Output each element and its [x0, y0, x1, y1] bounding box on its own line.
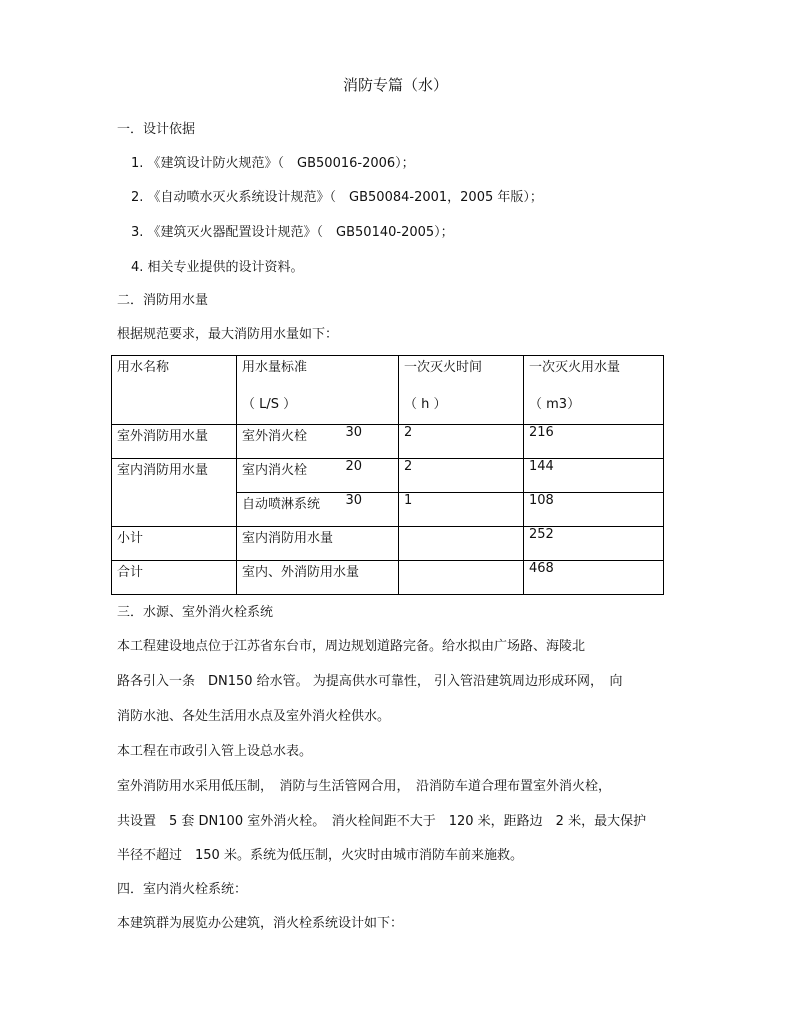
table-cell: 室内消防用水量 — [237, 527, 399, 561]
section-3-heading: 三．水源、室外消火栓系统 — [117, 605, 274, 620]
section-4-heading: 四．室内消火栓系统： — [117, 882, 248, 897]
water-demand-table — [111, 355, 664, 595]
table-cell — [399, 527, 524, 561]
table-cell: 2 — [399, 459, 524, 493]
header-cell: 用水量标准 （ L/S ） — [237, 356, 399, 425]
table-cell: 室外消防用水量 — [112, 425, 237, 459]
table-cell: 252 — [524, 527, 664, 561]
table-cell: 室内消防用水量 — [112, 459, 237, 527]
table-cell: 216 — [524, 425, 664, 459]
table-cell: 室外消火栓 30 — [237, 425, 399, 459]
table-row — [112, 425, 664, 459]
table-row — [112, 527, 664, 561]
section-2-intro: 根据规范要求，最大消防用水量如下： — [117, 327, 339, 342]
table-cell: 144 — [524, 459, 664, 493]
table-cell: 108 — [524, 493, 664, 527]
table-row — [112, 459, 664, 493]
table-cell: 2 — [399, 425, 524, 459]
paragraph-line: 消防水池、各处生活用水点及室外消火栓供水。 — [117, 709, 391, 724]
paragraph-line: 半径不超过 150 米。系统为低压制，火灾时由城市消防车前来施救。 — [117, 848, 523, 863]
paragraph-line: 室外消防用水采用低压制， 消防与生活管网合用， 沿消防车道合理布置室外消火栓， — [117, 779, 612, 794]
reference-item: 2. 《自动喷水灭火系统设计规范》（ GB50084-2001，2005 年版）； — [131, 190, 543, 205]
section-4-intro: 本建筑群为展览办公建筑，消火栓系统设计如下： — [117, 916, 404, 931]
reference-item: 1. 《建筑设计防火规范》（ GB50016-2006）； — [131, 156, 415, 171]
table-cell: 468 — [524, 561, 664, 595]
paragraph-line: 本工程建设地点位于江苏省东台市，周边规划道路完备。给水拟由广场路、海陵北 — [117, 639, 586, 654]
reference-item: 3. 《建筑灭火器配置设计规范》（ GB50140-2005）； — [131, 225, 454, 240]
table-row — [112, 561, 664, 595]
table-cell: 室内消火栓 20 — [237, 459, 399, 493]
paragraph-line: 共设置 5 套 DN100 室外消火栓。 消火栓间距不大于 120 米，距路边 2 米，最大保护 — [117, 814, 647, 829]
table-cell: 自动喷淋系统 30 — [237, 493, 399, 527]
header-cell: 一次灭火用水量 （ m3） — [524, 356, 664, 425]
reference-item: 4. 相关专业提供的设计资料。 — [131, 260, 304, 275]
page-title: 消防专篇（水） — [342, 76, 448, 94]
paragraph-line: 本工程在市政引入管上设总水表。 — [117, 744, 313, 759]
section-2-heading: 二．消防用水量 — [117, 293, 209, 308]
table-header-row — [112, 356, 664, 425]
header-cell: 一次灭火时间 （ h ） — [399, 356, 524, 425]
table-cell: 1 — [399, 493, 524, 527]
table-cell: 合计 — [112, 561, 237, 595]
header-cell: 用水名称 — [112, 356, 237, 425]
section-1-heading: 一．设计依据 — [117, 122, 196, 137]
table-cell — [399, 561, 524, 595]
table-cell: 室内、外消防用水量 — [237, 561, 399, 595]
paragraph-line: 路各引入一条 DN150 给水管。 为提高供水可靠性， 引入管沿建筑周边形成环网， 向 — [117, 674, 623, 689]
table-cell: 小计 — [112, 527, 237, 561]
